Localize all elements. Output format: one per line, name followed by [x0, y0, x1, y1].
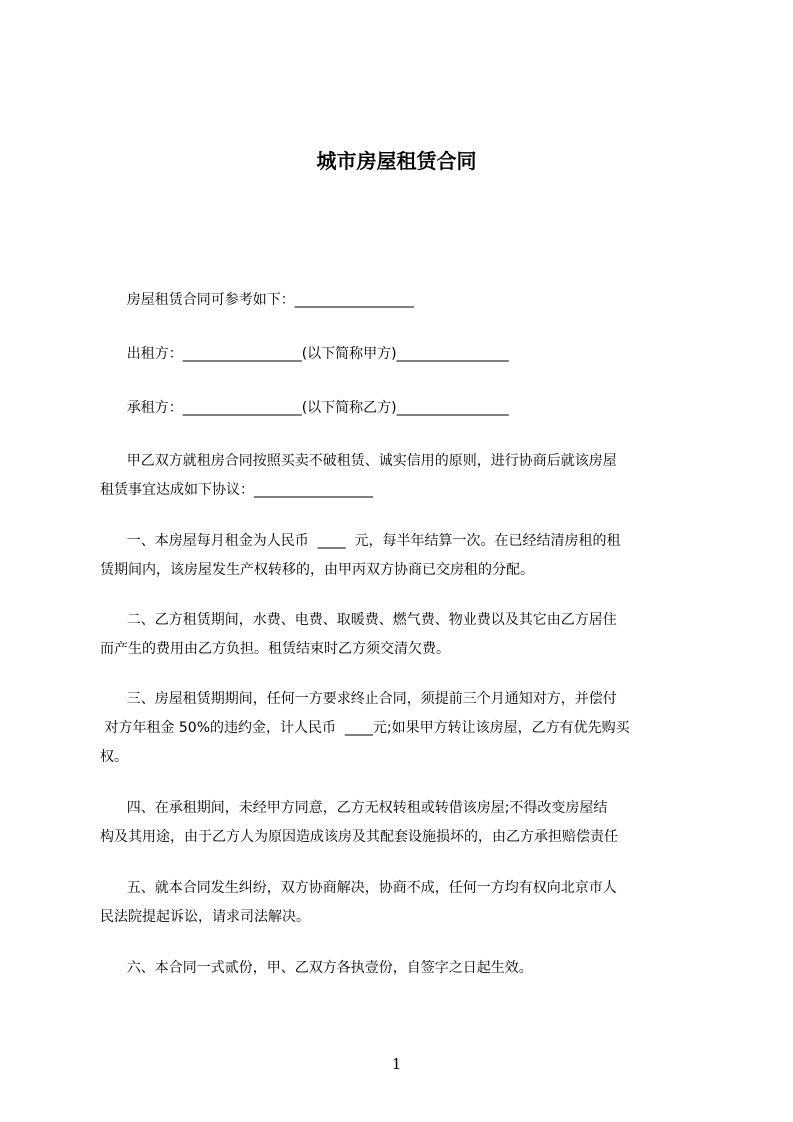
page-number: 1 — [391, 1055, 402, 1073]
clause-4-line-2: 构及其用途，由于乙方人为原因造成该房及其配套设施损坏的，由乙方承担赔偿责任 — [100, 829, 618, 845]
clause-3-line-1: 三、房屋租赁期期间，任何一方要求终止合同，须提前三个月通知对方，并偿付 — [100, 691, 617, 707]
clause-1-line-1: 一、本房屋每月租金为人民币 ____ 元，每半年结算一次。在已经结清房租的租 — [100, 533, 621, 549]
clause-5-line-1: 五、就本合同发生纠纷，双方协商解决，协商不成，任何一方均有权向北京市人 — [100, 880, 617, 896]
clause-1-line-2: 赁期间内，该房屋发生产权转移的，由甲丙双方协商已交房租的分配。 — [100, 562, 534, 578]
clause-3-line-3: 权。 — [100, 749, 128, 765]
clause-2-line-1: 二、乙方租赁期间，水费、电费、取暖费、燃气费、物业费以及其它由乙方居住 — [100, 612, 617, 628]
document-title: 城市房屋租赁合同 — [316, 149, 477, 173]
clause-6-line-1: 六、本合同一式贰份，甲、乙双方各执壹份，自签字之日起生效。 — [100, 960, 533, 976]
lessee-line: 承租方：_________________(以下简称乙方)________________ — [100, 400, 509, 416]
clause-2-line-2: 而产生的费用由乙方负担。租赁结束时乙方须交清欠费。 — [100, 641, 450, 657]
preamble-line-1: 甲乙双方就租房合同按照买卖不破租赁、诚实信用的原则，进行协商后就该房屋 — [100, 453, 617, 469]
lessor-line: 出租方：_________________(以下简称甲方)________________ — [100, 346, 509, 362]
preamble-line-2: 租赁事宜达成如下协议：_________________ — [100, 482, 373, 498]
clause-3-line-2: 对方年租金 50%的违约金，计人民币 ____元;如果甲方转让该房屋，乙方有优先购买 — [100, 720, 630, 736]
intro-line: 房屋租赁合同可参考如下：_________________ — [100, 292, 414, 308]
clause-5-line-2: 民法院提起诉讼，请求司法解决。 — [100, 909, 310, 925]
clause-4-line-1: 四、在承租期间，未经甲方同意，乙方无权转租或转借该房屋;不得改变房屋结 — [100, 800, 608, 816]
